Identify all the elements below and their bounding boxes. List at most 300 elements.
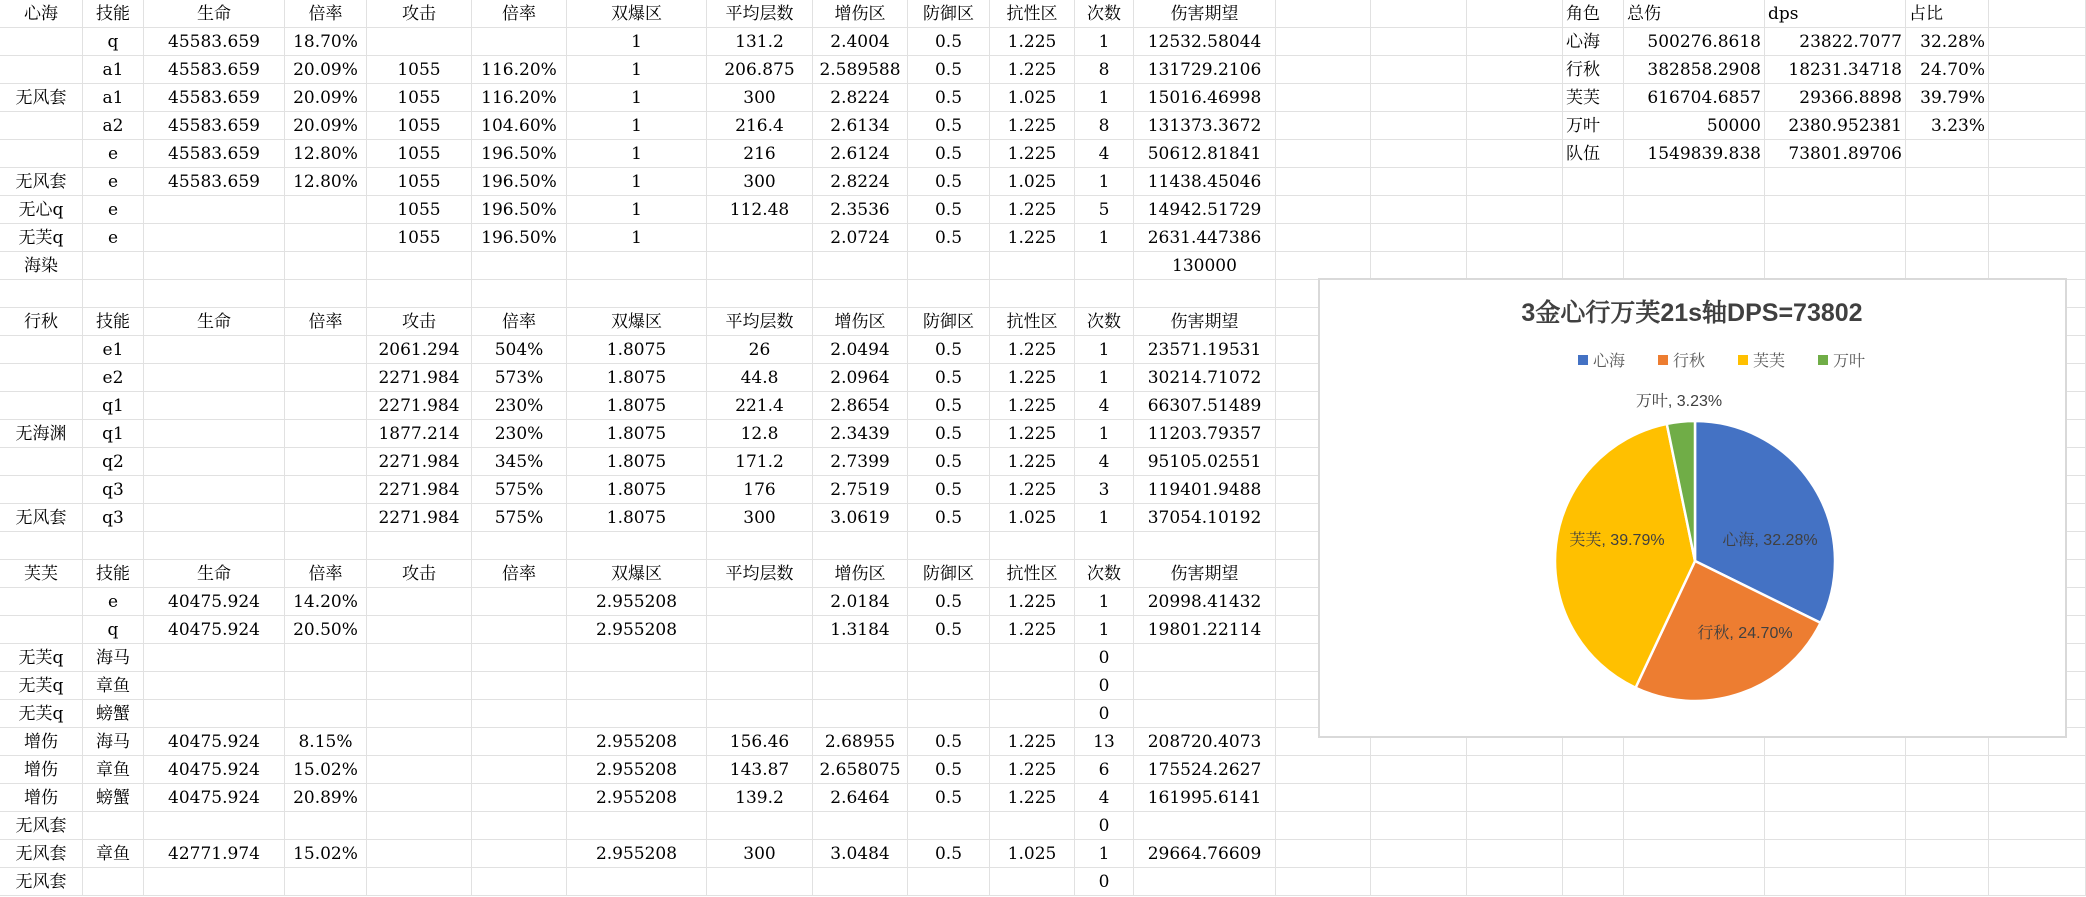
data-cell[interactable]: 42771.974 [144, 840, 285, 868]
data-cell[interactable]: 2.955208 [567, 588, 707, 616]
empty-cell[interactable] [1624, 756, 1765, 784]
data-cell[interactable]: 0.5 [908, 504, 990, 532]
data-cell[interactable] [1134, 812, 1276, 840]
data-cell[interactable] [908, 700, 990, 728]
data-cell[interactable] [1134, 644, 1276, 672]
summary-column-header[interactable]: dps [1765, 0, 1906, 28]
empty-cell[interactable] [1467, 56, 1563, 84]
data-cell[interactable]: e1 [83, 336, 144, 364]
summary-data-cell[interactable]: 73801.89706 [1765, 140, 1906, 168]
data-cell[interactable]: 0.5 [908, 420, 990, 448]
data-cell[interactable]: 1 [567, 84, 707, 112]
data-cell[interactable]: 161995.6141 [1134, 784, 1276, 812]
row-label[interactable] [0, 28, 83, 56]
empty-cell[interactable] [908, 280, 990, 308]
data-cell[interactable]: 2.6134 [813, 112, 908, 140]
summary-data-cell[interactable]: 382858.2908 [1624, 56, 1765, 84]
data-cell[interactable] [472, 672, 567, 700]
data-cell[interactable]: 1.8075 [567, 448, 707, 476]
empty-cell[interactable] [1276, 252, 1371, 280]
empty-cell[interactable] [367, 532, 472, 560]
row-label[interactable] [0, 140, 83, 168]
data-cell[interactable] [567, 672, 707, 700]
data-cell[interactable]: 4 [1075, 784, 1134, 812]
empty-cell[interactable] [1906, 196, 1989, 224]
data-cell[interactable] [144, 252, 285, 280]
data-cell[interactable]: 8.15% [285, 728, 367, 756]
data-cell[interactable]: 4 [1075, 392, 1134, 420]
data-cell[interactable] [367, 700, 472, 728]
data-cell[interactable]: 196.50% [472, 224, 567, 252]
empty-cell[interactable] [1765, 196, 1906, 224]
data-cell[interactable] [367, 672, 472, 700]
column-header[interactable]: 生命 [144, 308, 285, 336]
data-cell[interactable]: 1 [567, 112, 707, 140]
data-cell[interactable]: 2.955208 [567, 616, 707, 644]
data-cell[interactable]: 300 [707, 504, 813, 532]
summary-data-cell[interactable]: 2380.952381 [1765, 112, 1906, 140]
data-cell[interactable]: 4 [1075, 448, 1134, 476]
column-header[interactable]: 生命 [144, 0, 285, 28]
empty-cell[interactable] [83, 532, 144, 560]
column-header[interactable]: 防御区 [908, 308, 990, 336]
data-cell[interactable]: 2.589588 [813, 56, 908, 84]
summary-data-cell[interactable]: 24.70% [1906, 56, 1989, 84]
data-cell[interactable]: 504% [472, 336, 567, 364]
column-header[interactable]: 攻击 [367, 0, 472, 28]
column-header[interactable]: 防御区 [908, 560, 990, 588]
empty-cell[interactable] [1276, 56, 1371, 84]
data-cell[interactable]: 12532.58044 [1134, 28, 1276, 56]
empty-cell[interactable] [0, 532, 83, 560]
summary-data-cell[interactable] [1906, 140, 1989, 168]
data-cell[interactable]: 300 [707, 84, 813, 112]
data-cell[interactable]: a2 [83, 112, 144, 140]
empty-cell[interactable] [1989, 196, 2086, 224]
data-cell[interactable] [144, 364, 285, 392]
data-cell[interactable] [707, 868, 813, 896]
empty-cell[interactable] [567, 532, 707, 560]
empty-cell[interactable] [1371, 784, 1467, 812]
data-cell[interactable]: 1 [567, 28, 707, 56]
data-cell[interactable]: 196.50% [472, 140, 567, 168]
data-cell[interactable] [83, 868, 144, 896]
data-cell[interactable]: 2.7399 [813, 448, 908, 476]
empty-cell[interactable] [1563, 168, 1624, 196]
column-header[interactable]: 倍率 [285, 560, 367, 588]
column-header[interactable]: 防御区 [908, 0, 990, 28]
data-cell[interactable]: 1877.214 [367, 420, 472, 448]
data-cell[interactable] [472, 784, 567, 812]
data-cell[interactable] [367, 252, 472, 280]
data-cell[interactable]: 1 [1075, 588, 1134, 616]
empty-cell[interactable] [1371, 252, 1467, 280]
empty-cell[interactable] [144, 532, 285, 560]
column-header[interactable]: 双爆区 [567, 560, 707, 588]
data-cell[interactable]: 章鱼 [83, 672, 144, 700]
summary-data-cell[interactable]: 500276.8618 [1624, 28, 1765, 56]
empty-cell[interactable] [1276, 112, 1371, 140]
data-cell[interactable] [83, 812, 144, 840]
data-cell[interactable]: 0.5 [908, 840, 990, 868]
section-title[interactable]: 行秋 [0, 308, 83, 336]
data-cell[interactable] [83, 252, 144, 280]
empty-cell[interactable] [1371, 56, 1467, 84]
empty-cell[interactable] [472, 280, 567, 308]
empty-cell[interactable] [285, 532, 367, 560]
data-cell[interactable] [144, 448, 285, 476]
data-cell[interactable]: 143.87 [707, 756, 813, 784]
data-cell[interactable] [367, 868, 472, 896]
data-cell[interactable]: 2.955208 [567, 840, 707, 868]
empty-cell[interactable] [1989, 784, 2086, 812]
empty-cell[interactable] [367, 280, 472, 308]
column-header[interactable]: 抗性区 [990, 560, 1075, 588]
data-cell[interactable]: 1 [1075, 364, 1134, 392]
data-cell[interactable] [472, 840, 567, 868]
data-cell[interactable]: 0.5 [908, 28, 990, 56]
data-cell[interactable]: 575% [472, 504, 567, 532]
data-cell[interactable]: 螃蟹 [83, 784, 144, 812]
data-cell[interactable]: 海马 [83, 644, 144, 672]
empty-cell[interactable] [1467, 112, 1563, 140]
data-cell[interactable]: 2.8224 [813, 168, 908, 196]
data-cell[interactable]: 1.225 [990, 728, 1075, 756]
data-cell[interactable] [472, 756, 567, 784]
data-cell[interactable] [285, 812, 367, 840]
data-cell[interactable]: 1.225 [990, 196, 1075, 224]
column-header[interactable]: 次数 [1075, 308, 1134, 336]
column-header[interactable]: 平均层数 [707, 0, 813, 28]
data-cell[interactable]: 1055 [367, 56, 472, 84]
column-header[interactable]: 抗性区 [990, 308, 1075, 336]
empty-cell[interactable] [1075, 532, 1134, 560]
empty-cell[interactable] [1765, 168, 1906, 196]
data-cell[interactable]: 1 [567, 140, 707, 168]
empty-cell[interactable] [1276, 28, 1371, 56]
data-cell[interactable] [367, 840, 472, 868]
empty-cell[interactable] [1467, 812, 1563, 840]
data-cell[interactable]: 104.60% [472, 112, 567, 140]
pie-chart[interactable] [1318, 278, 2067, 738]
data-cell[interactable] [285, 448, 367, 476]
data-cell[interactable] [813, 252, 908, 280]
empty-cell[interactable] [1989, 756, 2086, 784]
data-cell[interactable]: 300 [707, 840, 813, 868]
data-cell[interactable]: 116.20% [472, 56, 567, 84]
data-cell[interactable]: 1.225 [990, 364, 1075, 392]
column-header[interactable]: 倍率 [285, 0, 367, 28]
column-header[interactable]: 伤害期望 [1134, 0, 1276, 28]
data-cell[interactable] [285, 644, 367, 672]
row-label[interactable]: 无风套 [0, 868, 83, 896]
row-label[interactable]: 无风套 [0, 84, 83, 112]
data-cell[interactable] [990, 868, 1075, 896]
empty-cell[interactable] [1989, 112, 2086, 140]
column-header[interactable]: 次数 [1075, 560, 1134, 588]
data-cell[interactable] [567, 868, 707, 896]
data-cell[interactable]: 300 [707, 168, 813, 196]
data-cell[interactable]: 1.225 [990, 140, 1075, 168]
column-header[interactable]: 伤害期望 [1134, 560, 1276, 588]
empty-cell[interactable] [1075, 280, 1134, 308]
data-cell[interactable]: 1.025 [990, 168, 1075, 196]
empty-cell[interactable] [1765, 784, 1906, 812]
summary-data-cell[interactable]: 23822.7077 [1765, 28, 1906, 56]
data-cell[interactable] [285, 252, 367, 280]
data-cell[interactable] [1134, 672, 1276, 700]
data-cell[interactable]: 2.4004 [813, 28, 908, 56]
data-cell[interactable]: 20.09% [285, 56, 367, 84]
data-cell[interactable]: 0.5 [908, 364, 990, 392]
data-cell[interactable] [285, 420, 367, 448]
data-cell[interactable]: 2061.294 [367, 336, 472, 364]
data-cell[interactable]: 131729.2106 [1134, 56, 1276, 84]
data-cell[interactable]: 345% [472, 448, 567, 476]
data-cell[interactable]: 11438.45046 [1134, 168, 1276, 196]
data-cell[interactable]: q3 [83, 504, 144, 532]
data-cell[interactable]: 0 [1075, 812, 1134, 840]
column-header[interactable]: 倍率 [285, 308, 367, 336]
data-cell[interactable]: 2.7519 [813, 476, 908, 504]
column-header[interactable]: 倍率 [472, 0, 567, 28]
empty-cell[interactable] [1371, 140, 1467, 168]
data-cell[interactable]: 19801.22114 [1134, 616, 1276, 644]
column-header[interactable]: 攻击 [367, 560, 472, 588]
data-cell[interactable]: 1.8075 [567, 392, 707, 420]
empty-cell[interactable] [1276, 224, 1371, 252]
empty-cell[interactable] [1906, 868, 1989, 896]
data-cell[interactable]: 2.6124 [813, 140, 908, 168]
data-cell[interactable] [707, 588, 813, 616]
data-cell[interactable]: 50612.81841 [1134, 140, 1276, 168]
empty-cell[interactable] [1276, 756, 1371, 784]
data-cell[interactable]: 0 [1075, 644, 1134, 672]
data-cell[interactable] [144, 644, 285, 672]
row-label[interactable]: 无风套 [0, 504, 83, 532]
empty-cell[interactable] [1467, 140, 1563, 168]
data-cell[interactable] [367, 812, 472, 840]
data-cell[interactable]: e [83, 224, 144, 252]
data-cell[interactable]: 40475.924 [144, 616, 285, 644]
data-cell[interactable]: 4 [1075, 140, 1134, 168]
data-cell[interactable]: 14942.51729 [1134, 196, 1276, 224]
data-cell[interactable]: 208720.4073 [1134, 728, 1276, 756]
data-cell[interactable]: e [83, 588, 144, 616]
data-cell[interactable] [285, 364, 367, 392]
data-cell[interactable]: 8 [1075, 112, 1134, 140]
data-cell[interactable]: e [83, 196, 144, 224]
empty-cell[interactable] [1906, 252, 1989, 280]
data-cell[interactable]: 0.5 [908, 84, 990, 112]
data-cell[interactable] [144, 392, 285, 420]
data-cell[interactable] [285, 336, 367, 364]
data-cell[interactable]: 11203.79357 [1134, 420, 1276, 448]
row-label[interactable]: 增伤 [0, 784, 83, 812]
data-cell[interactable]: e2 [83, 364, 144, 392]
data-cell[interactable]: 螃蟹 [83, 700, 144, 728]
data-cell[interactable] [367, 28, 472, 56]
empty-cell[interactable] [1624, 812, 1765, 840]
empty-cell[interactable] [1624, 784, 1765, 812]
data-cell[interactable]: 1.225 [990, 588, 1075, 616]
row-label[interactable]: 无芙q [0, 644, 83, 672]
data-cell[interactable]: 15.02% [285, 840, 367, 868]
data-cell[interactable]: 0.5 [908, 336, 990, 364]
row-label[interactable]: 增伤 [0, 728, 83, 756]
data-cell[interactable]: 66307.51489 [1134, 392, 1276, 420]
data-cell[interactable]: 37054.10192 [1134, 504, 1276, 532]
data-cell[interactable]: 0.5 [908, 224, 990, 252]
data-cell[interactable]: 40475.924 [144, 588, 285, 616]
data-cell[interactable] [908, 672, 990, 700]
data-cell[interactable]: 30214.71072 [1134, 364, 1276, 392]
empty-cell[interactable] [285, 280, 367, 308]
data-cell[interactable]: 1.225 [990, 756, 1075, 784]
empty-cell[interactable] [1563, 784, 1624, 812]
data-cell[interactable] [990, 252, 1075, 280]
data-cell[interactable] [285, 476, 367, 504]
empty-cell[interactable] [1624, 168, 1765, 196]
data-cell[interactable]: 45583.659 [144, 168, 285, 196]
data-cell[interactable]: 0.5 [908, 588, 990, 616]
column-header[interactable]: 双爆区 [567, 308, 707, 336]
empty-cell[interactable] [1765, 224, 1906, 252]
data-cell[interactable] [707, 812, 813, 840]
data-cell[interactable]: q1 [83, 392, 144, 420]
data-cell[interactable]: q [83, 616, 144, 644]
empty-cell[interactable] [1563, 196, 1624, 224]
data-cell[interactable]: 15016.46998 [1134, 84, 1276, 112]
data-cell[interactable]: 20.50% [285, 616, 367, 644]
data-cell[interactable] [707, 224, 813, 252]
empty-cell[interactable] [1467, 28, 1563, 56]
data-cell[interactable] [144, 504, 285, 532]
data-cell[interactable]: q3 [83, 476, 144, 504]
data-cell[interactable] [144, 672, 285, 700]
summary-row-label[interactable]: 芙芙 [1563, 84, 1624, 112]
empty-cell[interactable] [1765, 812, 1906, 840]
column-header[interactable]: 技能 [83, 560, 144, 588]
empty-cell[interactable] [1467, 252, 1563, 280]
data-cell[interactable]: 2271.984 [367, 364, 472, 392]
data-cell[interactable] [908, 812, 990, 840]
data-cell[interactable]: 1 [1075, 84, 1134, 112]
data-cell[interactable] [285, 504, 367, 532]
row-label[interactable]: 无心q [0, 196, 83, 224]
summary-data-cell[interactable]: 39.79% [1906, 84, 1989, 112]
data-cell[interactable]: 0.5 [908, 616, 990, 644]
data-cell[interactable]: 130000 [1134, 252, 1276, 280]
row-label[interactable]: 无风套 [0, 840, 83, 868]
data-cell[interactable]: 2271.984 [367, 392, 472, 420]
empty-cell[interactable] [1624, 840, 1765, 868]
data-cell[interactable] [908, 252, 990, 280]
data-cell[interactable]: 0.5 [908, 392, 990, 420]
empty-cell[interactable] [1371, 84, 1467, 112]
column-header[interactable]: 增伤区 [813, 308, 908, 336]
data-cell[interactable] [367, 616, 472, 644]
empty-cell[interactable] [1765, 252, 1906, 280]
data-cell[interactable]: 2631.447386 [1134, 224, 1276, 252]
empty-cell[interactable] [1624, 868, 1765, 896]
data-cell[interactable]: 573% [472, 364, 567, 392]
data-cell[interactable]: 119401.9488 [1134, 476, 1276, 504]
data-cell[interactable] [367, 588, 472, 616]
data-cell[interactable]: 112.48 [707, 196, 813, 224]
data-cell[interactable]: 45583.659 [144, 112, 285, 140]
data-cell[interactable]: 139.2 [707, 784, 813, 812]
data-cell[interactable] [367, 784, 472, 812]
data-cell[interactable]: 1.225 [990, 112, 1075, 140]
row-label[interactable]: 增伤 [0, 756, 83, 784]
data-cell[interactable] [472, 588, 567, 616]
summary-row-label[interactable]: 行秋 [1563, 56, 1624, 84]
data-cell[interactable]: 3.0619 [813, 504, 908, 532]
data-cell[interactable] [813, 812, 908, 840]
row-label[interactable]: 无风套 [0, 168, 83, 196]
empty-cell[interactable] [1276, 84, 1371, 112]
data-cell[interactable]: q [83, 28, 144, 56]
data-cell[interactable]: 1.8075 [567, 364, 707, 392]
empty-cell[interactable] [1563, 868, 1624, 896]
data-cell[interactable]: 1055 [367, 168, 472, 196]
empty-cell[interactable] [144, 280, 285, 308]
empty-cell[interactable] [1906, 756, 1989, 784]
data-cell[interactable]: 1.8075 [567, 420, 707, 448]
data-cell[interactable] [990, 644, 1075, 672]
empty-cell[interactable] [1624, 252, 1765, 280]
empty-cell[interactable] [813, 532, 908, 560]
empty-cell[interactable] [1371, 0, 1467, 28]
column-header[interactable]: 倍率 [472, 560, 567, 588]
summary-row-label[interactable]: 心海 [1563, 28, 1624, 56]
data-cell[interactable] [285, 868, 367, 896]
data-cell[interactable] [472, 252, 567, 280]
data-cell[interactable] [472, 812, 567, 840]
data-cell[interactable] [144, 476, 285, 504]
data-cell[interactable] [285, 672, 367, 700]
data-cell[interactable]: 2.0724 [813, 224, 908, 252]
empty-cell[interactable] [1371, 28, 1467, 56]
empty-cell[interactable] [1134, 532, 1276, 560]
data-cell[interactable]: 2.8654 [813, 392, 908, 420]
data-cell[interactable]: 2.8224 [813, 84, 908, 112]
column-header[interactable]: 双爆区 [567, 0, 707, 28]
data-cell[interactable]: 12.80% [285, 140, 367, 168]
data-cell[interactable]: 40475.924 [144, 728, 285, 756]
empty-cell[interactable] [1765, 868, 1906, 896]
data-cell[interactable] [707, 672, 813, 700]
data-cell[interactable]: 20.89% [285, 784, 367, 812]
data-cell[interactable]: 0 [1075, 868, 1134, 896]
data-cell[interactable]: 95105.02551 [1134, 448, 1276, 476]
empty-cell[interactable] [1989, 812, 2086, 840]
data-cell[interactable]: 2.3536 [813, 196, 908, 224]
data-cell[interactable]: 2.68955 [813, 728, 908, 756]
row-label[interactable] [0, 112, 83, 140]
summary-data-cell[interactable]: 1549839.838 [1624, 140, 1765, 168]
column-header[interactable]: 抗性区 [990, 0, 1075, 28]
data-cell[interactable]: 3 [1075, 476, 1134, 504]
data-cell[interactable]: 20998.41432 [1134, 588, 1276, 616]
data-cell[interactable]: 196.50% [472, 168, 567, 196]
data-cell[interactable] [144, 700, 285, 728]
data-cell[interactable]: 1 [1075, 420, 1134, 448]
empty-cell[interactable] [1563, 252, 1624, 280]
data-cell[interactable]: 1 [567, 56, 707, 84]
data-cell[interactable]: 216 [707, 140, 813, 168]
